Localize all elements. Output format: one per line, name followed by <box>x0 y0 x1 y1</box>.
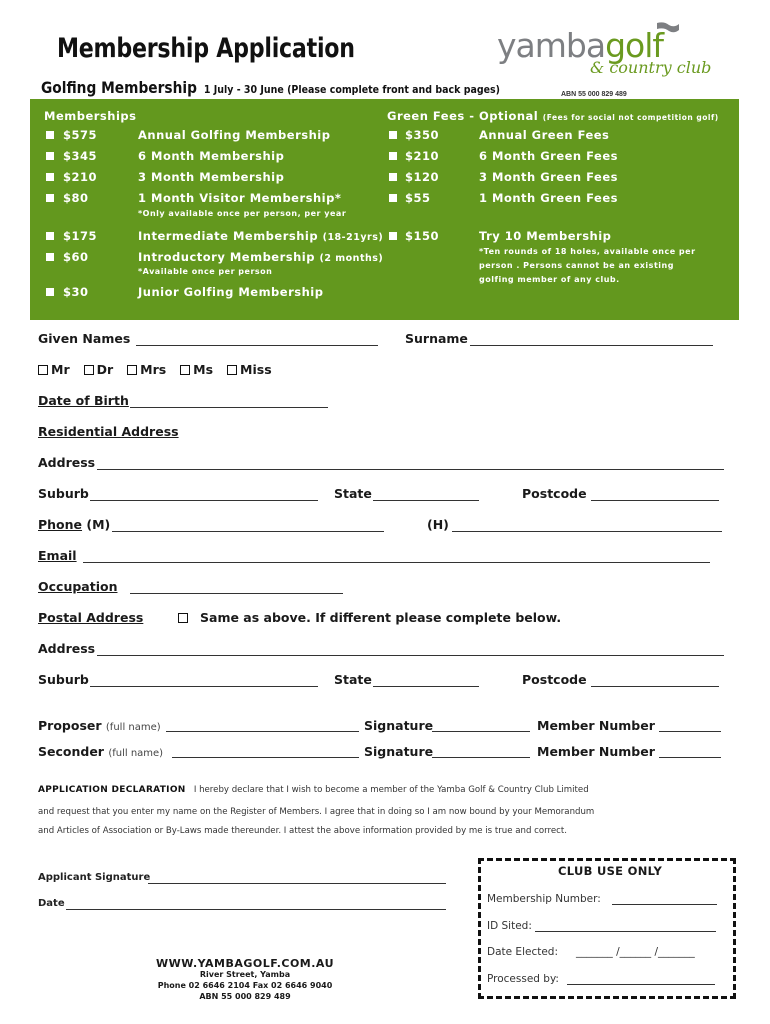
phone-label-text: Phone <box>38 517 83 532</box>
same-as-above-checkbox[interactable] <box>178 613 188 623</box>
green-fee-price: $55 <box>405 191 431 205</box>
proposer-member-number-label: Member Number <box>537 718 655 733</box>
suburb-field[interactable] <box>90 500 318 501</box>
green-fee-price: $150 <box>405 229 440 243</box>
full-name-hint: (full name) <box>108 748 164 759</box>
declaration-heading: APPLICATION DECLARATION <box>38 785 186 795</box>
membership-checkbox[interactable] <box>46 152 54 160</box>
green-fee-checkbox[interactable] <box>389 152 397 160</box>
logo-text-yamba: yamba <box>497 26 606 65</box>
membership-price: $575 <box>63 128 98 142</box>
page-subtitle <box>41 78 500 97</box>
postal-state-field[interactable] <box>373 686 479 687</box>
green-fee-checkbox[interactable] <box>389 194 397 202</box>
green-fee-checkbox[interactable] <box>389 173 397 181</box>
given-names-field[interactable] <box>136 345 378 346</box>
postal-postcode-label: Postcode <box>522 672 587 687</box>
club-membership-number-label: Membership Number: <box>487 893 601 905</box>
green-fee-price: $210 <box>405 149 440 163</box>
title-checkbox-miss[interactable] <box>227 365 237 375</box>
title-options <box>38 362 282 377</box>
memberships-heading: Memberships <box>44 109 137 123</box>
applicant-signature-field[interactable] <box>148 883 446 884</box>
postal-suburb-field[interactable] <box>90 686 318 687</box>
declaration-line <box>38 785 589 795</box>
residential-address-heading: Residential Address <box>38 424 179 439</box>
membership-label: 6 Month Membership <box>138 149 285 163</box>
phone-label <box>38 517 110 532</box>
club-date-elected-label: Date Elected: <box>487 946 558 958</box>
club-processed-by-field[interactable] <box>567 984 715 985</box>
membership-price: $175 <box>63 229 98 243</box>
green-fee-checkbox[interactable] <box>389 232 397 240</box>
seconder-signature-field[interactable] <box>432 757 530 758</box>
proposer-label <box>38 718 161 733</box>
suburb-label: Suburb <box>38 486 89 501</box>
postcode-field[interactable] <box>591 500 719 501</box>
membership-price: $30 <box>63 285 89 299</box>
membership-label: 3 Month Membership <box>138 170 285 184</box>
date-label: Date <box>38 898 65 909</box>
same-as-above-option[interactable] <box>178 610 561 625</box>
date-field[interactable] <box>66 909 446 910</box>
subtitle-main: Golfing Membership <box>41 78 197 97</box>
address-label: Address <box>38 455 96 470</box>
postal-address-label: Address <box>38 641 96 656</box>
proposer-signature-field[interactable] <box>432 731 530 732</box>
intro-note: *Available once per person <box>138 267 273 276</box>
abn-header: ABN 55 000 829 489 <box>561 91 627 98</box>
title-checkbox-mrs[interactable] <box>127 365 137 375</box>
dob-field[interactable] <box>130 407 328 408</box>
footer-website: WWW.YAMBAGOLF.COM.AU <box>155 957 335 970</box>
green-fee-label: 6 Month Green Fees <box>479 149 618 163</box>
membership-label-text: Introductory Membership <box>138 250 315 264</box>
state-label: State <box>334 486 372 501</box>
membership-checkbox[interactable] <box>46 194 54 202</box>
postcode-label: Postcode <box>522 486 587 501</box>
golf-flag-icon <box>656 22 680 36</box>
title-label: Mrs <box>140 362 167 377</box>
title-label: Dr <box>96 362 114 377</box>
green-fee-label: Annual Green Fees <box>479 128 610 142</box>
proposer-member-number-field[interactable] <box>659 731 721 732</box>
membership-checkbox[interactable] <box>46 232 54 240</box>
full-name-hint: (full name) <box>105 722 161 733</box>
membership-checkbox[interactable] <box>46 253 54 261</box>
green-fee-checkbox[interactable] <box>389 131 397 139</box>
seconder-member-number-field[interactable] <box>659 757 721 758</box>
fees-panel <box>30 99 739 320</box>
club-id-sited-label: ID Sited: <box>487 920 532 932</box>
green-fee-label: 3 Month Green Fees <box>479 170 618 184</box>
phone-mobile-label: (M) <box>86 517 111 532</box>
postal-postcode-field[interactable] <box>591 686 719 687</box>
postal-address-heading: Postal Address <box>38 610 144 625</box>
club-date-elected-field[interactable]: _______ /______ /_______ <box>576 946 695 958</box>
try10-note-line: *Ten rounds of 18 holes, available once per <box>479 247 696 256</box>
membership-price: $345 <box>63 149 98 163</box>
declaration-line: and request that you enter my name on the Register of Members. I agree that in doing so I am now bound by your Memorandum <box>38 807 595 817</box>
surname-field[interactable] <box>470 345 713 346</box>
title-label: Mr <box>51 362 70 377</box>
membership-label: 1 Month Visitor Membership* <box>138 191 342 205</box>
green-fees-heading-text: Green Fees - Optional <box>387 109 539 123</box>
club-processed-by-label: Processed by: <box>487 973 559 985</box>
declaration-text: I hereby declare that I wish to become a member of the Yamba Golf & Country Club Limited <box>193 785 589 795</box>
title-checkbox-ms[interactable] <box>180 365 190 375</box>
surname-label: Surname <box>405 331 468 346</box>
footer-phone: Phone 02 6646 2104 Fax 02 6646 9040 <box>157 981 333 990</box>
try10-note-line: golfing member of any club. <box>479 275 620 284</box>
membership-label: Annual Golfing Membership <box>138 128 331 142</box>
given-names-label: Given Names <box>38 331 131 346</box>
title-label: Miss <box>240 362 272 377</box>
green-fee-label: 1 Month Green Fees <box>479 191 618 205</box>
phone-mobile-field[interactable] <box>112 531 384 532</box>
try10-note-line: person . Persons cannot be an existing <box>479 261 674 270</box>
footer-street: River Street, Yamba <box>199 970 291 979</box>
membership-label <box>138 250 383 264</box>
logo-text-golf: golf <box>605 26 664 65</box>
subtitle-note: 1 July - 30 June (Please complete front and back pages) <box>203 83 500 96</box>
seconder-signature-label: Signature <box>364 744 434 759</box>
email-label: Email <box>38 548 77 563</box>
occupation-label: Occupation <box>38 579 118 594</box>
phone-home-label: (H) <box>427 517 449 532</box>
phone-home-field[interactable] <box>452 531 722 532</box>
logo-subtitle: & country club <box>590 58 712 77</box>
membership-checkbox[interactable] <box>46 173 54 181</box>
same-as-above-label: Same as above. If different please complete below. <box>200 610 562 625</box>
page-title: Membership Application <box>57 33 355 64</box>
state-field[interactable] <box>373 500 479 501</box>
club-membership-number-field[interactable] <box>612 904 717 905</box>
membership-label: Junior Golfing Membership <box>138 285 324 299</box>
postal-suburb-label: Suburb <box>38 672 89 687</box>
membership-duration-note: (2 months) <box>319 253 384 264</box>
postal-state-label: State <box>334 672 372 687</box>
membership-label-text: Intermediate Membership <box>138 229 319 243</box>
membership-checkbox[interactable] <box>46 288 54 296</box>
seconder-member-number-label: Member Number <box>537 744 655 759</box>
green-fee-price: $350 <box>405 128 440 142</box>
title-checkbox-mr[interactable] <box>38 365 48 375</box>
membership-age-note: (18-21yrs) <box>322 232 384 243</box>
proposer-name-field[interactable] <box>166 731 359 732</box>
declaration-line: and Articles of Association or By-Laws made thereunder. I attest the above information provided by me is true and correct. <box>38 826 567 836</box>
membership-label <box>138 229 383 243</box>
dob-label: Date of Birth <box>38 393 129 408</box>
seconder-label-text: Seconder <box>38 744 104 759</box>
proposer-signature-label: Signature <box>364 718 434 733</box>
seconder-label <box>38 744 163 759</box>
email-field[interactable] <box>83 562 710 563</box>
green-fee-price: $120 <box>405 170 440 184</box>
applicant-signature-label: Applicant Signature <box>38 872 151 883</box>
proposer-label-text: Proposer <box>38 718 102 733</box>
membership-price: $80 <box>63 191 89 205</box>
visitor-note: *Only available once per person, per year <box>138 209 347 218</box>
green-fees-heading <box>387 109 719 123</box>
title-label: Ms <box>193 362 214 377</box>
club-use-title: CLUB USE ONLY <box>558 864 663 878</box>
membership-price: $60 <box>63 250 89 264</box>
membership-price: $210 <box>63 170 98 184</box>
occupation-field[interactable] <box>130 593 343 594</box>
green-fee-label: Try 10 Membership <box>479 229 612 243</box>
postal-address-field[interactable] <box>97 655 724 656</box>
membership-checkbox[interactable] <box>46 131 54 139</box>
seconder-name-field[interactable] <box>172 757 359 758</box>
club-id-sited-field[interactable] <box>535 931 716 932</box>
address-field[interactable] <box>97 469 724 470</box>
green-fees-heading-note: (Fees for social not competition golf) <box>542 113 719 122</box>
title-checkbox-dr[interactable] <box>84 365 94 375</box>
footer-abn: ABN 55 000 829 489 <box>199 992 291 1001</box>
